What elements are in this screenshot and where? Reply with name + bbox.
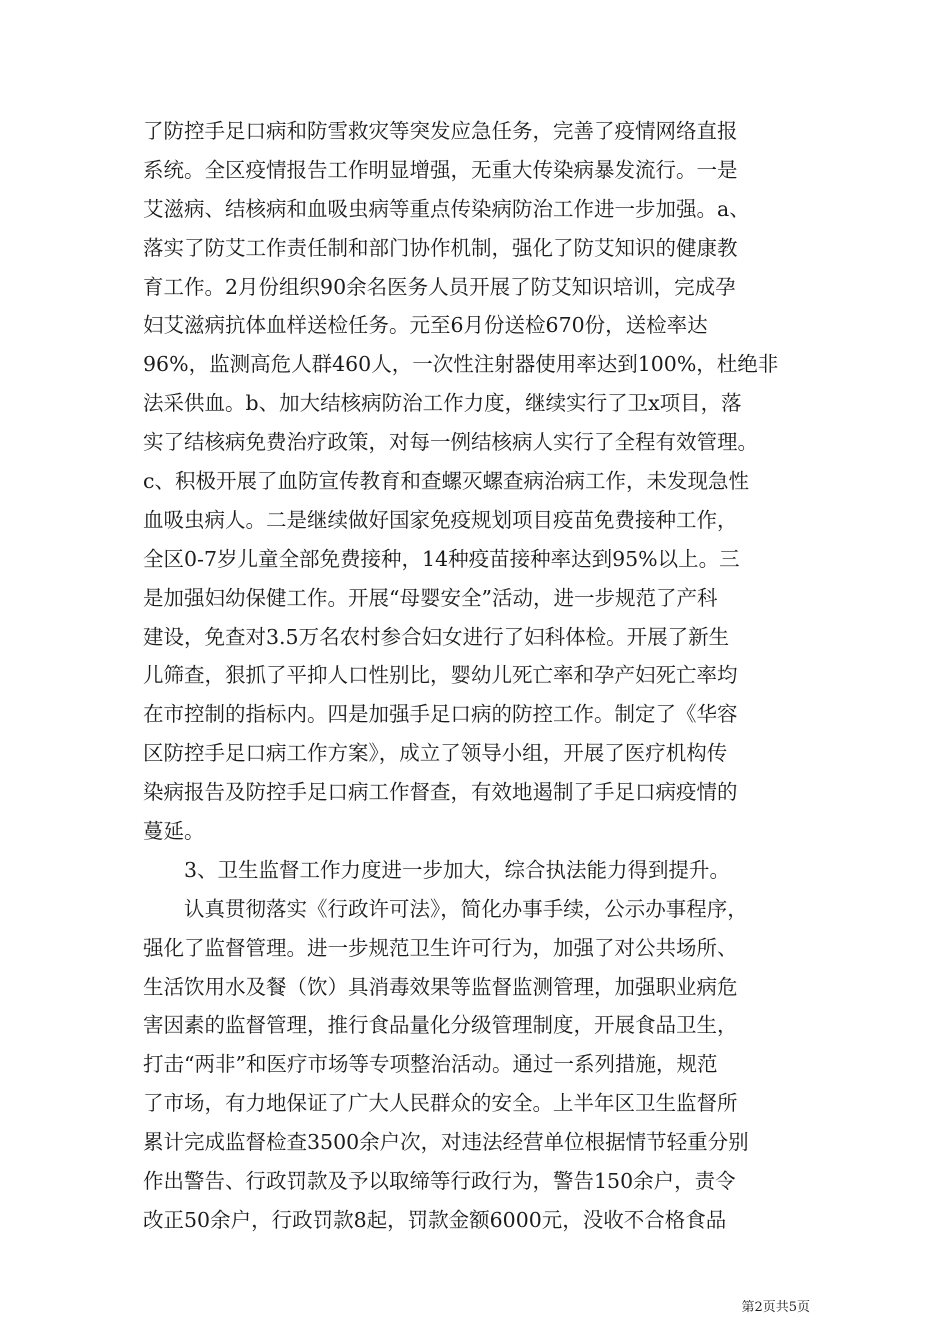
text-line: 强化了监督管理。进一步规范卫生许可行为，加强了对公共场所、 <box>143 935 738 960</box>
text-line: 生活饮用水及餐（饮）具消毒效果等监督监测管理，加强职业病危 <box>143 974 738 999</box>
text-line: 区防控手足口病工作方案》，成立了领导小组，开展了医疗机构传 <box>143 741 728 766</box>
section-heading: 3、卫生监督工作力度进一步加大，综合执法能力得到提升。 <box>143 857 731 882</box>
text-line: 了市场，有力地保证了广大人民群众的安全。上半年区卫生监督所 <box>143 1091 738 1116</box>
text-line: 了防控手足口病和防雪救灾等突发应急任务，完善了疫情网络直报 <box>143 119 738 143</box>
text-line: 蔓延。 <box>143 819 205 844</box>
text-line: 系统。全区疫情报告工作明显增强，无重大传染病暴发流行。一是 <box>143 157 738 182</box>
text-line: 96%，监测高危人群460人，一次性注射器使用率达到100%，杜绝非 <box>143 352 779 377</box>
text-line: 儿筛查，狠抓了平抑人口性别比，婴幼儿死亡率和孕产妇死亡率均 <box>143 663 738 688</box>
text-line: 是加强妇幼保健工作。开展“母婴安全”活动，进一步规范了产科 <box>143 585 718 610</box>
text-line: 作出警告、行政罚款及予以取缔等行政行为，警告150余户，责令 <box>143 1169 736 1194</box>
text-line: 妇艾滋病抗体血样送检任务。元至6月份送检670份，送检率达 <box>143 313 708 338</box>
text-line: 落实了防艾工作责任制和部门协作机制，强化了防艾知识的健康教 <box>143 235 738 260</box>
text-line: 在市控制的指标内。四是加强手足口病的防控工作。制定了《华容 <box>143 702 738 727</box>
text-line: 打击“两非”和医疗市场等专项整治活动。通过一系列措施，规范 <box>143 1052 718 1077</box>
text-line: 认真贯彻落实《行政许可法》，简化办事手续，公示办事程序， <box>143 896 748 921</box>
document-body <box>143 112 813 1240</box>
text-line: 累计完成监督检查3500余户次，对违法经营单位根据情节轻重分别 <box>143 1130 749 1155</box>
text-line: 实了结核病免费治疗政策，对每一例结核病人实行了全程有效管理。 <box>143 430 758 455</box>
text-line: 建设，免查对3.5万名农村参合妇女进行了妇科体检。开展了新生 <box>143 624 730 649</box>
text-line: 全区0-7岁儿童全部免费接种，14种疫苗接种率达到95%以上。三 <box>143 546 740 571</box>
text-line: 染病报告及防控手足口病工作督查，有效地遏制了手足口病疫情的 <box>143 780 738 805</box>
page-number-footer: 第2页共5页 <box>741 1300 810 1315</box>
text-line: 血吸虫病人。二是继续做好国家免疫规划项目疫苗免费接种工作， <box>143 507 738 532</box>
text-line: 害因素的监督管理，推行食品量化分级管理制度，开展食品卫生， <box>143 1013 738 1038</box>
text-line: 法采供血。b、加大结核病防治工作力度，继续实行了卫x项目，落 <box>143 391 742 416</box>
text-line: 改正50余户，行政罚款8起，罚款金额6000元，没收不合格食品 <box>143 1207 727 1232</box>
text-line: 育工作。2月份组织90余名医务人员开展了防艾知识培训，完成孕 <box>143 274 736 299</box>
text-line: c、积极开展了血防宣传教育和查螺灭螺查病治病工作，未发现急性 <box>143 469 749 494</box>
text-line: 艾滋病、结核病和血吸虫病等重点传染病防治工作进一步加强。a、 <box>143 196 750 221</box>
